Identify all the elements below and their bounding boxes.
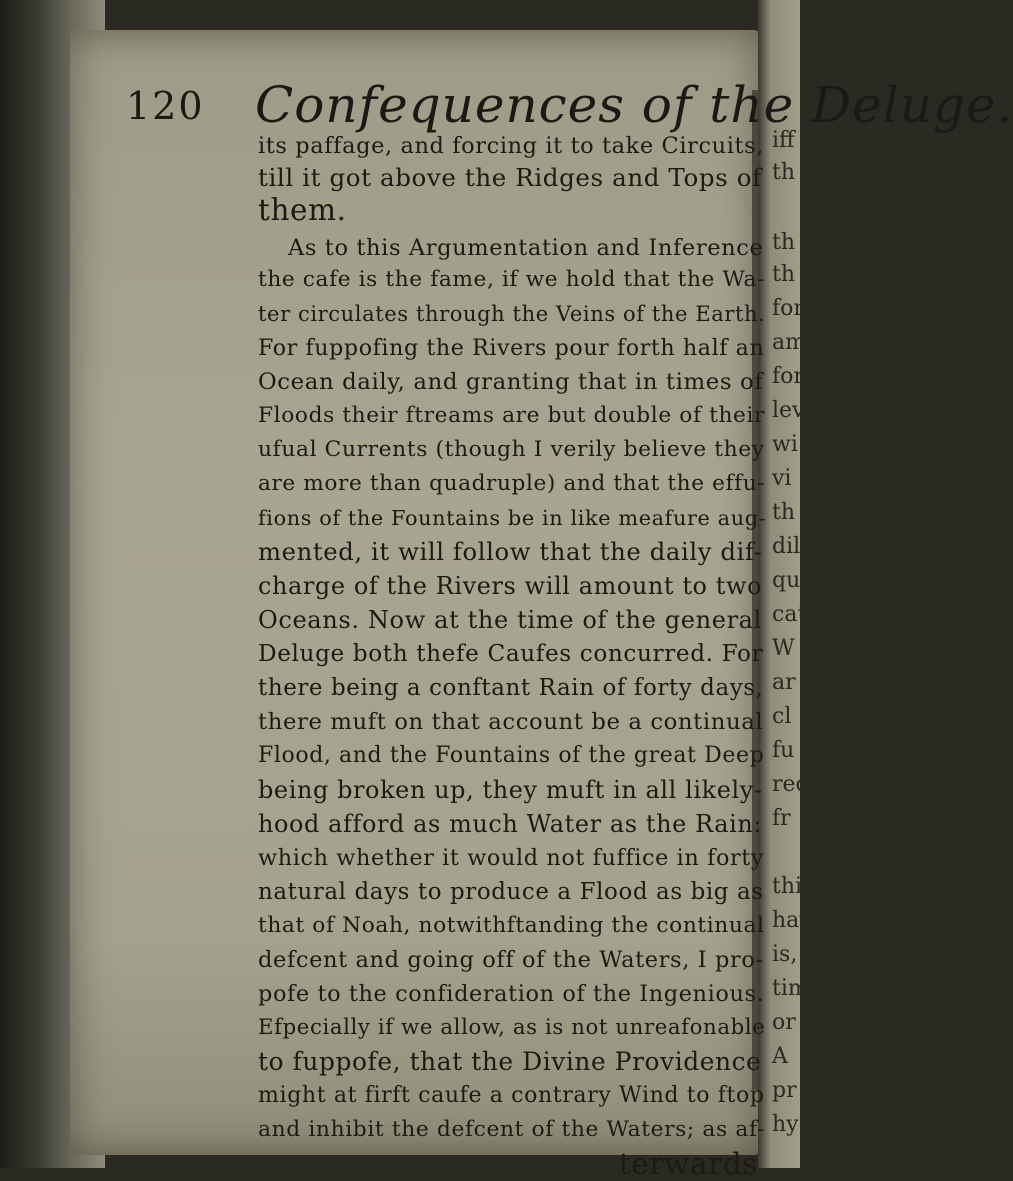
text-line: there being a conftant Rain of forty days, (258, 675, 764, 701)
adjacent-fragment: thi (772, 874, 803, 899)
adjacent-fragment: pr (772, 1078, 797, 1103)
text-line: and inhibit the defcent of the Waters; as af- (258, 1117, 765, 1142)
text-line: defcent and going off of the Waters, I pro- (258, 947, 764, 973)
text-line: Deluge both thefe Caufes concurred. For (258, 640, 764, 667)
adjacent-fragment: th (772, 160, 796, 185)
text-line: being broken up, they muft in all likely- (258, 776, 763, 804)
adjacent-fragment: lev (772, 398, 805, 423)
text-line: might at firft caufe a contrary Wind to ftop (258, 1083, 765, 1108)
text-line: Efpecially if we allow, as is not unreafonable (258, 1015, 766, 1040)
text-line: that of Noah, notwithftanding the continual (258, 913, 765, 938)
adjacent-fragment: ar (772, 670, 796, 695)
text-line: Floods their ftreams are but double of their (258, 403, 766, 428)
adjacent-fragment: A (772, 1044, 788, 1069)
catchword: terwards (618, 1147, 758, 1181)
page-header (0, 76, 1013, 136)
text-line: natural days to produce a Flood as big as (258, 879, 764, 905)
adjacent-fragment: am (772, 330, 806, 355)
adjacent-fragment: cat (772, 602, 807, 627)
adjacent-fragment: for (772, 364, 804, 389)
text-line: to fuppofe, that the Divine Providence (258, 1047, 762, 1076)
text-line: Ocean daily, and granting that in times of (258, 369, 764, 395)
adjacent-fragment: th (772, 500, 796, 525)
adjacent-fragment: or (772, 1010, 796, 1035)
text-line: charge of the Rivers will amount to two (258, 572, 763, 600)
text-line: ufual Currents (though I verily believe they (258, 437, 765, 462)
page-number: 120 (126, 84, 205, 128)
adjacent-fragment: rec (772, 772, 808, 797)
adjacent-fragment: th (772, 230, 796, 255)
text-line: pofe to the confideration of the Ingenious. (258, 981, 765, 1007)
adjacent-fragment: hay (772, 908, 812, 933)
text-line: mented, it will follow that the daily dif- (258, 537, 763, 566)
adjacent-fragment: W (772, 636, 795, 661)
adjacent-fragment: fu (772, 738, 795, 763)
text-line: till it got above the Ridges and Tops of (258, 163, 762, 192)
adjacent-fragment: is, (772, 942, 798, 967)
adjacent-fragment: vi (772, 466, 792, 491)
text-line: are more than quadruple) and that the effu- (258, 471, 766, 496)
adjacent-fragment: tim (772, 976, 809, 1001)
adjacent-fragment: dil (772, 534, 801, 559)
text-line: Flood, and the Fountains of the great Deep (258, 743, 765, 768)
adjacent-fragment: cl (772, 704, 792, 729)
adjacent-fragment: hy (772, 1112, 799, 1137)
running-head: Confequences of the Deluge. (255, 76, 1013, 134)
text-line: its paffage, and forcing it to take Circuits, (258, 133, 764, 159)
text-line: For fuppofing the Rivers pour forth half an (258, 335, 765, 361)
text-line: the cafe is the fame, if we hold that the Wa- (258, 267, 765, 292)
text-line: fions of the Fountains be in like meafure aug- (258, 506, 767, 530)
text-line: there muft on that account be a continual (258, 709, 764, 735)
text-line: As to this Argumentation and Inference (288, 235, 764, 261)
text-line: which whether it would not fuffice in forty (258, 845, 765, 871)
adjacent-fragment: iff (772, 128, 795, 153)
text-line: hood afford as much Water as the Rain: (258, 810, 763, 838)
adjacent-fragment: for (772, 296, 804, 321)
text-line: them. (258, 193, 347, 227)
text-line: ter circulates through the Veins of the Earth. (258, 301, 766, 326)
text-line: Oceans. Now at the time of the general (258, 606, 762, 634)
adjacent-fragment: fr (772, 806, 791, 831)
adjacent-fragment: qua (772, 568, 814, 593)
adjacent-fragment: wi (772, 432, 798, 457)
adjacent-fragment: th (772, 262, 796, 287)
